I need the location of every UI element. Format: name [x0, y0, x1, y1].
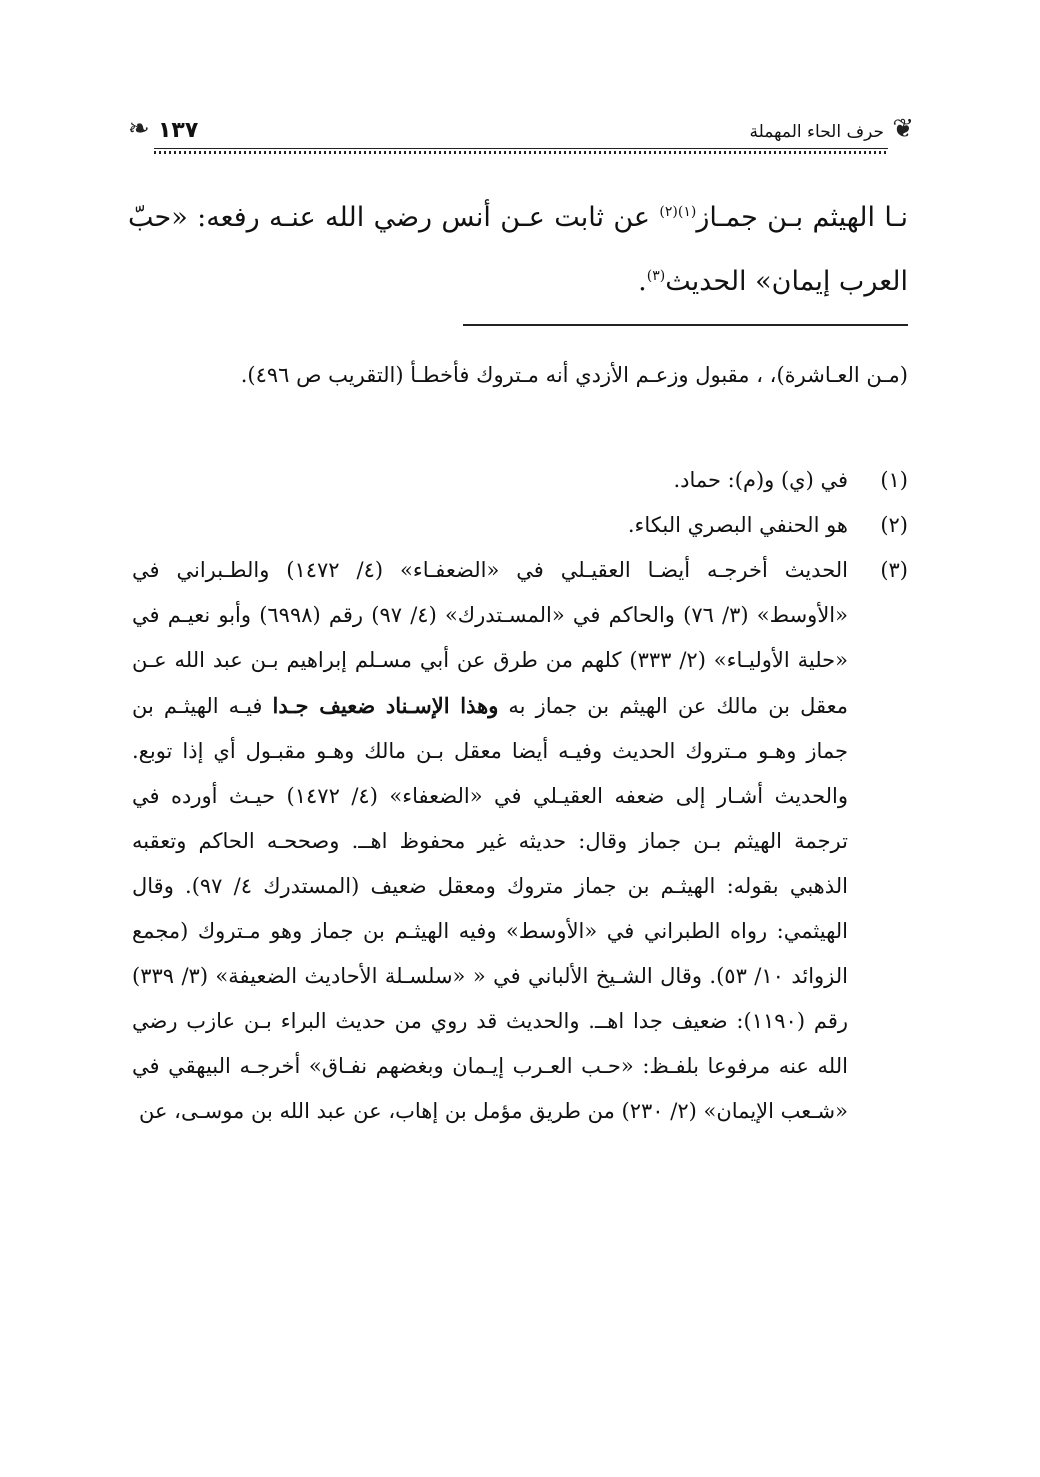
running-header — [128, 108, 914, 160]
footnote-marker: (٣) — [880, 558, 908, 582]
ornament-right-icon: ❦ — [892, 114, 914, 144]
main-text-part: نـا الهيثم بـن جمـاز — [696, 202, 909, 233]
main-text — [128, 186, 908, 314]
footnote-text-part: الحديث أخرجـه أيضـا العقيـلي في «الضعفـاء» (٤/ ١٤٧٢) والطـبراني في «الأوسط» (٣/ ٧٦) والحاكم في «المسـتدرك» (٤/ ٩٧) رقم (٦٩٩٨) وأبو نعيـم في «حلية الأوليـاء» (٢/ ٣٣٣) كلهم من طرق عن أبي مسـلم إبراهيم بـن عبد الله عـن معقل بن مالك عن الهيثم بن جماز به — [132, 558, 848, 718]
footnote-list — [132, 458, 908, 1134]
main-text-part: الحديث — [665, 266, 756, 297]
footnote-text — [132, 548, 848, 1134]
footnote-text: هو الحنفي البصري البكاء. — [627, 513, 848, 537]
footnote-item — [132, 458, 908, 503]
footnote-text-part: فيـه الهيثـم بن جماز وهـو مـتروك الحديث وفيـه أيضا معقل بـن مالك وهـو مقبـول أي إذا توبع. والحديث أشـار إلى ضعفه العقيـلي في «الضعفاء» (٤/ ١٤٧٢) حيـث أورده في ترجمة الهيثم بـن جماز وقال: حديثه غير محفوظ اهــ. وصححـه الحاكم وتعقبه الذهبي بقوله: الهيثـم بن جماز متروك ومعقل ضعيف (المستدرك ٤/ ٩٧). وقال الهيثمي: رواه الطبراني في «الأوسط» وفيه الهيثـم بن جماز وهو مـتروك (مجمع الزوائد ١٠/ ٥٣). وقال الشـيخ الألباني في « «سلسـلة الأحاديث الضعيفة» (٣/ ٣٣٩) رقم (١١٩٠): ضعيف جدا اهــ. والحديث قد روي من حديث البراء بـن عازب رضي الله عنه مرفوعا بلفـظ: «حـب العـرب إيـمان وبغضهم نفـاق» أخرجـه البيهقي في «شـعب الإيمان» (٢/ ٢٣٠) من طريق مؤمل بن إهاب، عن عبد الله بن موسـى، عن — [132, 694, 848, 1123]
footnote-divider — [463, 324, 908, 326]
footnote-item — [132, 503, 908, 548]
footnote-marker: (٢) — [880, 513, 908, 537]
ornament-left-icon: ❧ — [128, 114, 150, 144]
footnote-text: في (ي) و(م): حماد. — [673, 468, 848, 492]
header-rule — [154, 148, 888, 155]
page-number: ١٣٧ — [158, 118, 199, 143]
footnote-item — [132, 548, 908, 1134]
footnote-ref: (٣) — [646, 268, 666, 284]
chapter-title: حرف الحاء المهملة — [749, 122, 884, 142]
main-text-part: عن ثابت عـن أنس رضي الله عنـه رفعه: — [187, 202, 660, 233]
hadith-quote: «حبّ العرب إيمان» — [128, 202, 908, 297]
footnote-marker: (١) — [880, 468, 908, 492]
footnote-emphasis: وهذا الإسـناد ضعيف جـدا — [272, 693, 499, 718]
footnote-continuation: (مـن العـاشرة)، ، مقبول وزعـم الأزدي أنه مـتروك فأخطـأ (التقريب ص ٤٩٦). — [240, 363, 908, 387]
main-text-part: . — [638, 266, 647, 297]
footnote-ref: (١)(٢) — [659, 204, 697, 220]
